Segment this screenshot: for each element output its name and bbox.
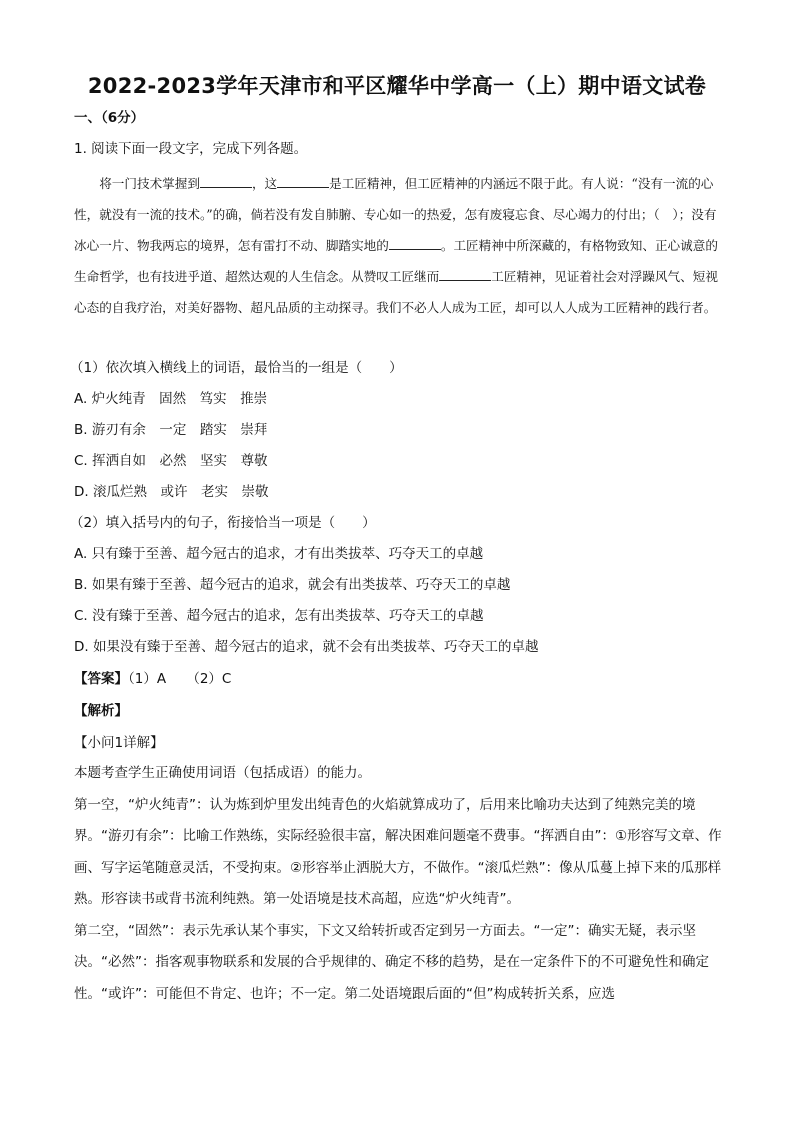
answer-line xyxy=(74,671,231,687)
fill-blank-3 xyxy=(389,237,441,250)
passage-text: 工匠精神，见证着社会对浮躁风气、短视心态的自我疗治，对美好器物、超凡品质的主动探寻。我们不必人人成为工匠，却可以人人成为工匠精神的践行者。 xyxy=(74,269,718,315)
q2-option-c: C. 没有臻于至善、超今冠古的追求，怎有出类拔萃、巧夺天工的卓越 xyxy=(74,608,484,624)
question-intro: 1. 阅读下面一段文字，完成下列各题。 xyxy=(74,141,308,157)
explanation-paragraph: 本题考查学生正确使用词语（包括成语）的能力。 xyxy=(74,765,371,781)
passage-text: 是工匠精神，但工匠精神的内涵远不限于此。有人说：“没有一流的心性，就没有一流的技术。”的确，倘若没有发自肺腑、专心如一的热爱，怎有废寝忘食、尽心竭力的付出；（ ）；没有冰心一片、物我两忘的境界，怎有雷打不动、脚踏实地的 xyxy=(74,176,717,253)
answer-label: 【答案】 xyxy=(74,671,128,687)
sub-question-label: 【小问1详解】 xyxy=(74,735,164,751)
q1-option-b: B. 游刃有余 一定 踏实 崇拜 xyxy=(74,422,268,438)
passage-text: ，这 xyxy=(251,176,278,191)
analysis-label: 【解析】 xyxy=(74,703,128,719)
q1-option-a: A. 炉火纯青 固然 笃实 推崇 xyxy=(74,391,268,407)
q2-option-b: B. 如果有臻于至善、超今冠古的追求，就会有出类拔萃、巧夺天工的卓越 xyxy=(74,577,511,593)
q2-stem: （2）填入括号内的句子，衔接恰当一项是（ ） xyxy=(70,515,376,531)
explanation-paragraph: 第二空，“固然”：表示先承认某个事实，下文又给转折或否定到另一方面去。“一定”：确实无疑，表示坚决。“必然”：指客观事物联系和发展的合乎规律的、确定不移的趋势，是在一定条件下的不可避免性和确定性。“或许”：可能但不肯定、也许；不一定。第二处语境跟后面的“但”构成转折关系，应选 xyxy=(74,922,709,1002)
passage-text: 将一门技术掌握到 xyxy=(99,176,200,191)
fill-blank-4 xyxy=(439,268,491,281)
page-title: 2022-2023学年天津市和平区耀华中学高一（上）期中语文试卷 xyxy=(87,74,707,98)
q1-stem: （1）依次填入横线上的词语，最恰当的一组是（ ） xyxy=(70,360,403,376)
fill-blank-2 xyxy=(277,175,329,188)
explanation-paragraph: 第一空，“炉火纯青”：认为炼到炉里发出纯青色的火焰就算成功了，后用来比喻功夫达到了纯熟完美的境界。“游刃有余”：比喻工作熟练，实际经验很丰富，解决困难问题毫不费事。“挥洒自由”：①形容写文章、作画、写字运笔随意灵活，不受拘束。②形容举止洒脱大方，不做作。“滚瓜烂熟”：像从瓜蔓上掉下来的瓜那样熟。形容读书或背书流利纯熟。第一处语境是技术高超，应选“炉火纯青”。 xyxy=(74,796,722,907)
section-heading: 一、（6分） xyxy=(74,110,145,126)
passage-text: 。工匠精神中所深藏的，有格物致知、正心诚意的生命哲学，也有技进乎道、超然达观的人生信念。从赞叹工匠继而 xyxy=(74,238,718,284)
q2-option-a: A. 只有臻于至善、超今冠古的追求，才有出类拔萃、巧夺天工的卓越 xyxy=(74,546,484,562)
q2-option-d: D. 如果没有臻于至善、超今冠古的追求，就不会有出类拔萃、巧夺天工的卓越 xyxy=(74,639,539,655)
reading-passage xyxy=(74,168,719,323)
q1-option-c: C. 挥洒自如 必然 坚实 尊敬 xyxy=(74,453,268,469)
explanation-block xyxy=(74,758,722,1010)
q1-option-d: D. 滚瓜烂熟 或许 老实 崇敬 xyxy=(74,484,269,500)
answer-text: （1）A （2）C xyxy=(128,671,232,687)
fill-blank-1 xyxy=(200,175,252,188)
